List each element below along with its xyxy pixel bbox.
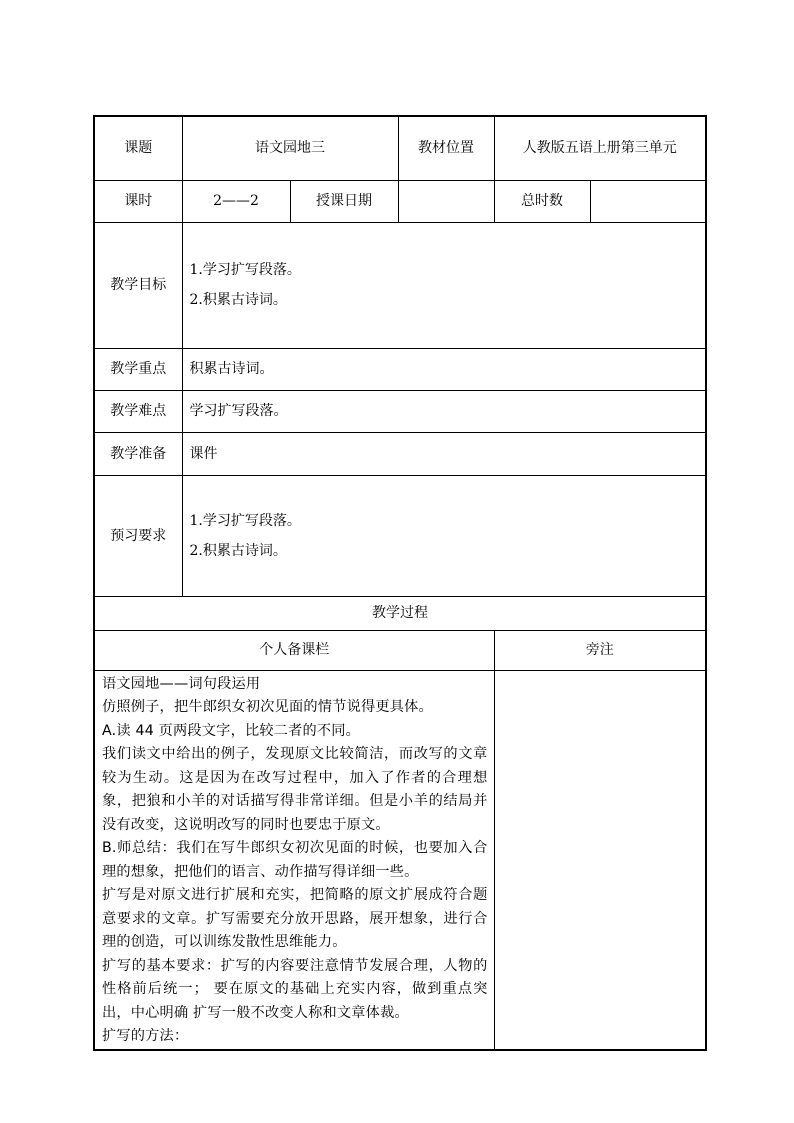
process-content-row: [94, 670, 706, 1050]
process-line: 扩写的方法：: [102, 1028, 189, 1044]
process-line: A.读 44 页两段文字，比较二者的不同。: [102, 722, 361, 739]
lesson-plan-page: [93, 115, 705, 1051]
preparation-row: [94, 432, 706, 475]
process-line: 扩写是对原文进行扩展和充实，把简略的原文扩展成符合题意要求的文章。扩写需要充分放开思路，展开想象，进行合理的创造，可以训练发散性思维能力。: [102, 887, 488, 950]
lesson-plan-table: [93, 115, 707, 1051]
goals-label: 教学目标: [94, 222, 182, 348]
goal-item: 1.学习扩写段落。: [189, 262, 301, 278]
key-points-row: [94, 348, 706, 390]
period-value: 2——2: [182, 180, 290, 222]
preview-row: [94, 475, 706, 596]
material-label: 教材位置: [398, 116, 494, 180]
date-label: 授课日期: [290, 180, 398, 222]
goal-item: 2.积累古诗词。: [189, 292, 287, 308]
difficulties-value: 学习扩写段落。: [182, 390, 706, 432]
total-label: 总时数: [494, 180, 590, 222]
topic-row: [94, 116, 706, 180]
process-col-right-header: 旁注: [494, 630, 706, 670]
preview-item: 2.积累古诗词。: [189, 542, 287, 559]
process-header-row: [94, 630, 706, 670]
process-note: [494, 670, 706, 1050]
topic-value: 语文园地三: [182, 116, 398, 180]
key-points-value: 积累古诗词。: [182, 348, 706, 390]
goals-row: [94, 222, 706, 348]
difficulties-row: [94, 390, 706, 432]
preview-content: [182, 475, 706, 596]
period-label: 课时: [94, 180, 182, 222]
preview-label: 预习要求: [94, 475, 182, 596]
topic-label: 课题: [94, 116, 182, 180]
date-value: [398, 180, 494, 222]
process-content: [94, 670, 494, 1050]
process-line: 仿照例子，把牛郎织女初次见面的情节说得更具体。: [102, 699, 433, 715]
material-value: 人教版五语上册第三单元: [494, 116, 706, 180]
process-col-left-header: 个人备课栏: [94, 630, 494, 670]
total-value: [590, 180, 706, 222]
process-line: 语文园地——词句段运用: [102, 675, 261, 692]
process-title: 教学过程: [94, 596, 706, 630]
preparation-value: 课件: [182, 432, 706, 475]
process-line: 扩写的基本要求：扩写的内容要注意情节发展合理，人物的性格前后统一； 要在原文的基础上充实内容，做到重点突出，中心明确 扩写一般不改变人称和文章体裁。: [102, 957, 488, 1021]
difficulties-label: 教学难点: [94, 390, 182, 432]
preview-item: 1.学习扩写段落。: [189, 512, 301, 529]
preparation-label: 教学准备: [94, 432, 182, 475]
process-line: 我们读文中给出的例子，发现原文比较简洁，而改写的文章较为生动。这是因为在改写过程中，加入了作者的合理想象，把狼和小羊的对话描写得非常详细。但是小羊的结局并没有改变，这说明改写的同时也要忠于原文。: [102, 746, 488, 833]
key-points-label: 教学重点: [94, 348, 182, 390]
goals-content: [182, 222, 706, 348]
process-line: B.师总结：我们在写牛郎织女初次见面的时候，也要加入合理的想象，把他们的语言、动作描写得详细一些。: [102, 840, 488, 880]
period-row: [94, 180, 706, 222]
process-title-row: [94, 596, 706, 630]
